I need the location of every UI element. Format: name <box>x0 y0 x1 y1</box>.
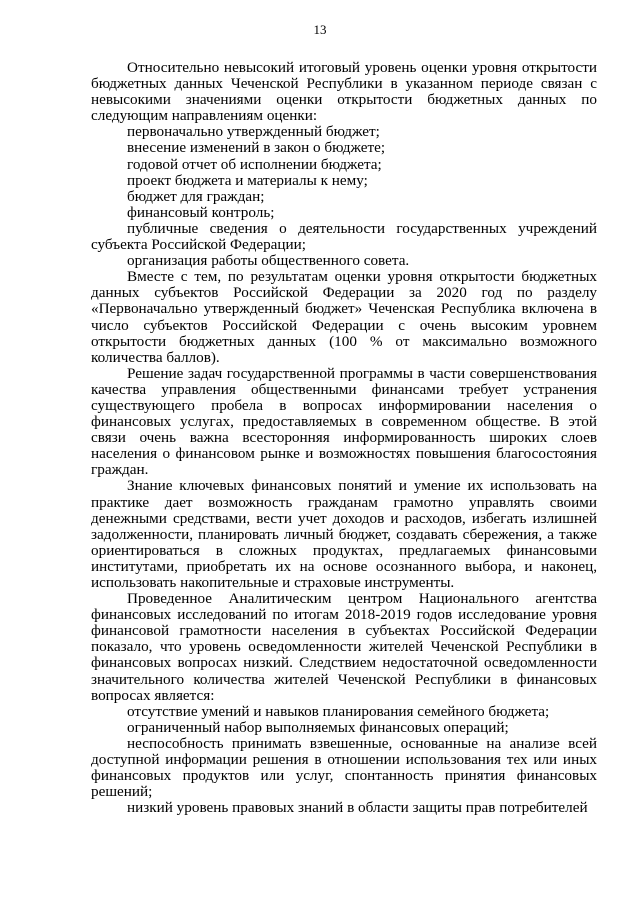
list-item: ограниченный набор выполняемых финансовых операций; <box>127 718 509 736</box>
list-item: низкий уровень правовых знаний в области защиты прав потребителей <box>127 799 588 817</box>
body-text <box>91 60 597 816</box>
paragraph: Относительно невысокий итоговый уровень оценки уровня открытости бюджетных данных Чеченской Республики в указанном периоде связан с невысокими значениями оценки открытости бюджетных данных по следующим направлениям оценки: <box>91 59 597 125</box>
list-item: годовой отчет об исполнении бюджета; <box>127 155 382 173</box>
list-item: отсутствие умений и навыков планирования семейного бюджета; <box>127 702 550 720</box>
list-item: финансовый контроль; <box>127 203 275 221</box>
paragraph: Знание ключевых финансовых понятий и умение их использовать на практике дает возможность гражданам грамотно управлять своими денежными средствами, вести учет доходов и расходов, избегать излишней задолженности, планировать личный бюджет, создавать сбережения, а также ориентироваться в сложных продуктах, предлагаемых финансовыми институтами, приобретать их на основе осознанного выбора, и наконец, использовать накопительные и страховые инструменты. <box>91 477 597 591</box>
paragraph: Проведенное Аналитическим центром Национального агентства финансовых исследований по итогам 2018-2019 годов исследование уровня финансовой грамотности населения в субъектах Российской Федерации показало, что уровень осведомленности жителей Чеченской Республики в финансовых вопросах низкий. Следствием недостаточной осведомленности значительного количества жителей Чеченской Республики в финансовых вопросах является: <box>91 590 597 704</box>
list-item: неспособность принимать взвешенные, основанные на анализе всей доступной информации решения в отношении использования тех или иных финансовых продуктов или услуг, спонтанность принятия финансовых решений; <box>91 734 597 801</box>
list-item: первоначально утвержденный бюджет; <box>127 123 380 141</box>
list-item: публичные сведения о деятельности государственных учреждений субъекта Российской Федерации; <box>91 219 597 254</box>
list-item: бюджет для граждан; <box>127 187 265 205</box>
list-item: организация работы общественного совета. <box>127 252 410 270</box>
page-number: 13 <box>313 22 327 37</box>
paragraph: Решение задач государственной программы в части совершенствования качества управления общественными финансами требует устранения существующего пробела в вопросах информировании населения о финансовых услугах, предоставляемых в современном обществе. В этой связи очень важна всесторонняя информированность широких слоев населения о финансовом рынке и возможностях повышения благосостояния граждан. <box>91 364 597 479</box>
list-item: проект бюджета и материалы к нему; <box>127 171 368 189</box>
paragraph: Вместе с тем, по результатам оценки уровня открытости бюджетных данных субъектов Российской Федерации за 2020 год по разделу «Первоначально утвержденный бюджет» Чеченская Республика включена в число субъектов Российской Федерации с очень высоким уровнем открытости бюджетных данных (100 % от максимально возможного количества баллов). <box>91 268 597 366</box>
list-item: внесение изменений в закон о бюджете; <box>127 139 386 157</box>
